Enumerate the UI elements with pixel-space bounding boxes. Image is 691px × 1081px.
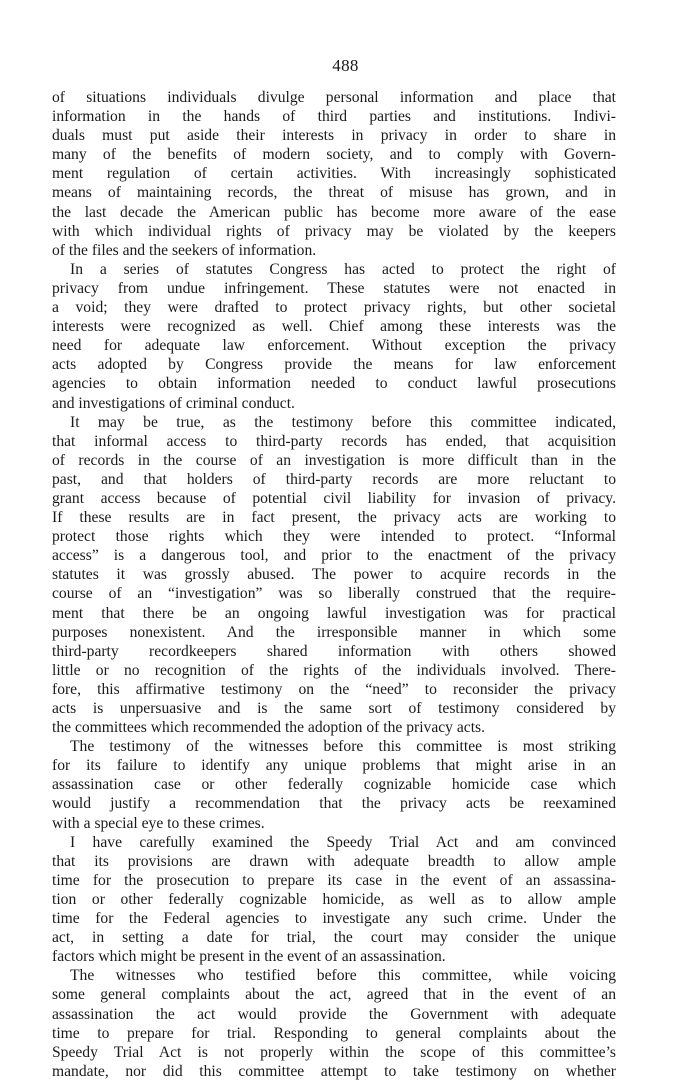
text-line: that informal access to third-party records has ended, that acquisition [52, 432, 616, 450]
text-line: act, in setting a date for trial, the court may consider the unique [52, 929, 616, 947]
text-line: for its failure to identify any unique problems that might arise in an [52, 757, 616, 775]
text-line: protect those rights which they were intended to protect. “Informal [52, 528, 616, 546]
text-line: ment that there be an ongoing lawful investigation was for practical [52, 604, 616, 622]
text-line: of the files and the seekers of information. [52, 241, 317, 259]
text-line: need for adequate law enforcement. Without exception the privacy [52, 337, 616, 355]
text-line: assassination the act would provide the Government with adequate [52, 1005, 616, 1023]
page-number: 488 [332, 56, 359, 75]
text-line: with which individual rights of privacy may be violated by the keepers [52, 222, 616, 240]
text-line: means of maintaining records, the threat of misuse has grown, and in [52, 184, 616, 202]
text-line: In a series of statutes Congress has acted to protect the right of [70, 260, 616, 278]
body-text [52, 88, 616, 1081]
text-line: statutes it was grossly abused. The power to acquire records in the [52, 566, 616, 584]
text-line: many of the benefits of modern society, and to comply with Govern- [52, 146, 616, 164]
text-line: It may be true, as the testimony before this committee indicated, [70, 413, 616, 431]
text-line: with a special eye to these crimes. [52, 814, 265, 832]
text-line: assassination case or other federally cognizable homicide case which [52, 776, 616, 794]
text-line: of records in the course of an investigation is more difficult than in the [52, 451, 616, 469]
text-line: interests were recognized as well. Chief among these interests was the [52, 318, 616, 336]
paragraph [52, 737, 616, 832]
text-line: The testimony of the witnesses before this committee is most striking [70, 738, 616, 756]
text-line: If these results are in fact present, the privacy acts are working to [52, 509, 616, 527]
text-line: past, and that holders of third-party records are more reluctant to [52, 470, 616, 488]
text-line: little or no recognition of the rights of the individuals involved. There- [52, 661, 616, 679]
text-line: course of an “investigation” was so liberally construed that the require- [52, 585, 616, 603]
paragraph [52, 88, 616, 260]
text-line: grant access because of potential civil liability for invasion of privacy. [52, 489, 616, 507]
text-line: agencies to obtain information needed to conduct lawful prosecutions [52, 375, 616, 393]
paragraph [52, 260, 616, 413]
text-line: of situations individuals divulge personal information and place that [52, 89, 616, 106]
text-line: that its provisions are drawn with adequate breadth to allow ample [52, 852, 616, 870]
paragraph [52, 413, 616, 738]
text-line: tion or other federally cognizable homicide, as well as to allow ample [52, 890, 616, 908]
text-line: would justify a recommendation that the privacy acts be reexamined [52, 795, 616, 813]
text-line: time for the Federal agencies to investigate any such crime. Under the [52, 910, 616, 928]
text-line: some general complaints about the act, agreed that in the event of an [52, 986, 616, 1004]
text-line: duals must put aside their interests in privacy in order to share in [52, 127, 616, 145]
text-line: third-party recordkeepers shared information with others showed [52, 642, 616, 660]
text-line: access” is a dangerous tool, and prior to the enactment of the privacy [52, 547, 616, 565]
text-line: fore, this affirmative testimony on the “need” to reconsider the privacy [52, 680, 616, 698]
text-line: information in the hands of third parties and institutions. Indivi- [52, 108, 616, 126]
text-line: the committees which recommended the adoption of the privacy acts. [52, 719, 486, 737]
paragraph [52, 833, 616, 967]
text-line: The witnesses who testified before this committee, while voicing [70, 967, 616, 985]
text-line: acts is unpersuasive and is the same sort of testimony considered by [52, 700, 616, 717]
text-line: I have carefully examined the Speedy Trial Act and am convinced [70, 833, 616, 851]
paragraph [52, 966, 616, 1081]
text-line: time for the prosecution to prepare its case in the event of an assassina- [52, 871, 616, 889]
text-line: ment regulation of certain activities. With increasingly sophisticated [52, 165, 616, 183]
text-line: privacy from undue infringement. These statutes were not enacted in [52, 279, 616, 297]
text-line: mandate, nor did this committee attempt to take testimony on whether [52, 1062, 616, 1080]
text-line: Speedy Trial Act is not properly within the scope of this committee’s [52, 1043, 616, 1061]
text-line: the last decade the American public has become more aware of the ease [52, 203, 616, 221]
text-line: and investigations of criminal conduct. [52, 394, 295, 412]
text-line: factors which might be present in the event of an assassination. [52, 948, 446, 966]
text-line: a void; they were drafted to protect privacy rights, but other societal [52, 299, 616, 317]
text-line: time to prepare for trial. Responding to general complaints about the [52, 1024, 616, 1042]
text-line: acts adopted by Congress provide the means for law enforcement [52, 356, 616, 374]
text-line: purposes nonexistent. And the irresponsible manner in which some [52, 623, 616, 641]
